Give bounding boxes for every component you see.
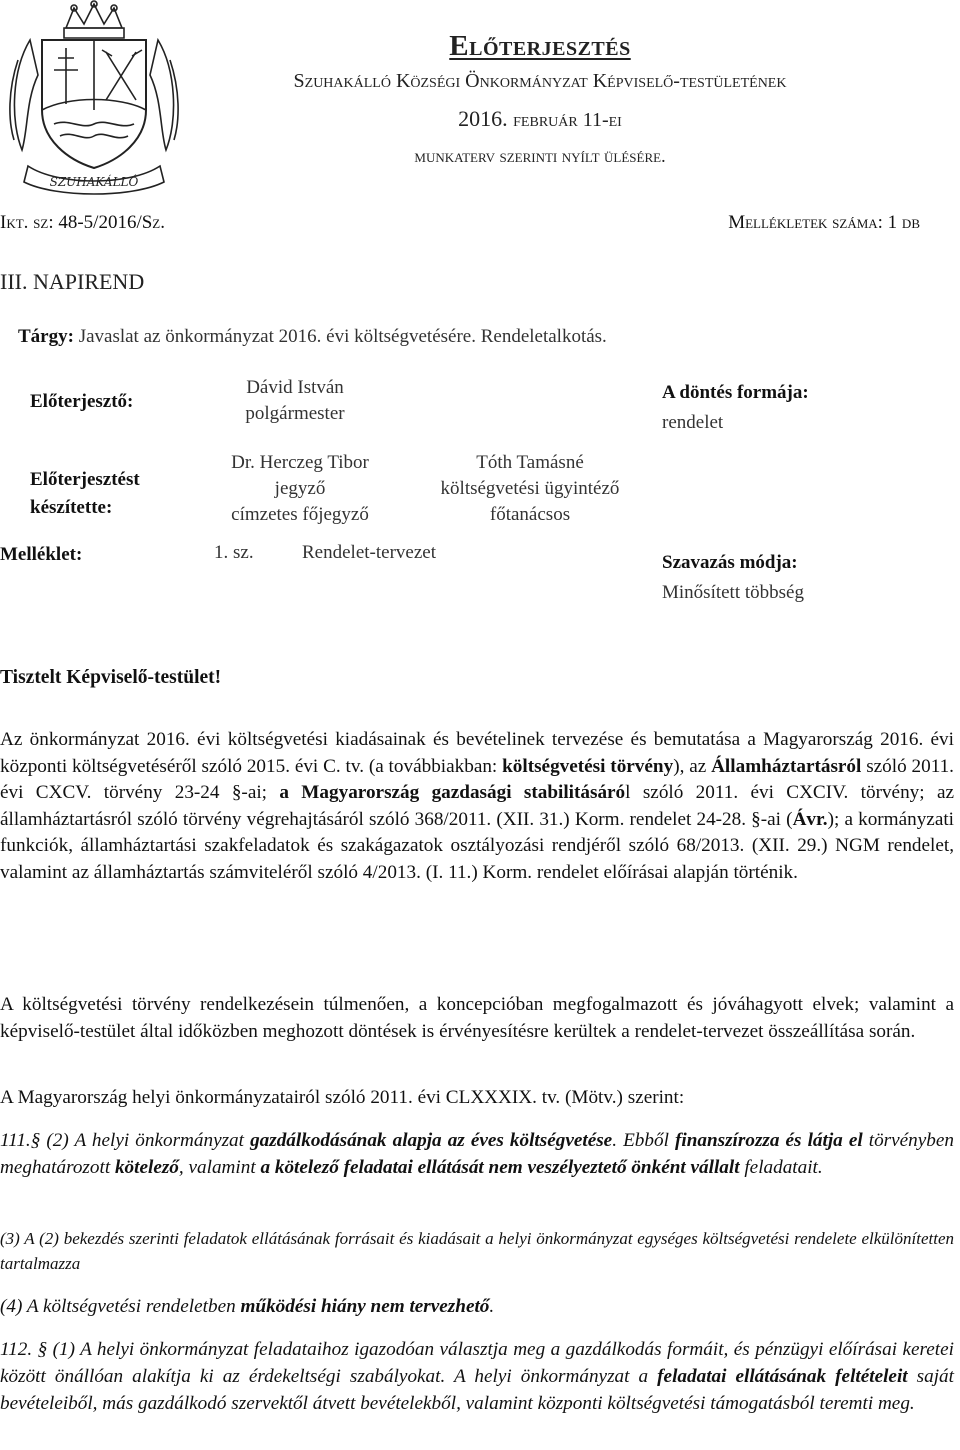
p1-bold-3: a Magyarország gazdasági stabilitásáró [279,782,626,804]
salutation: Tisztelt Képviselő-testület! [0,667,222,688]
preparer-1-role: jegyző [274,478,326,499]
attachment-number: 1. sz. [214,542,254,563]
p1-bold-1: költségvetési törvény [502,755,674,777]
presenter-role: polgármester [245,403,345,424]
subject-line [18,326,607,348]
attachment-count: Mellékletek száma: 1 db [728,212,920,233]
preparer-2 [405,450,655,528]
prepared-by-label-line1: Előterjesztést [30,469,140,490]
p4-bold-4: a kötelező feladatai ellátását nem veszélyeztető önként vállalt [260,1156,740,1178]
p4-text-3: törvényben meghatározott [0,1130,954,1178]
presenter-block [210,375,380,427]
p1-text-1: Az önkormányzat 2016. évi költségvetési kiadásainak és bevételinek tervezése és bemutatása a Magyarország 2016. évi központi költségvetéséről szóló 2015. évi C. tv. (a továbbiakban: [0,729,954,777]
preparer-1 [200,450,400,528]
presenter-label: Előterjesztő: [30,391,134,412]
p6-text-1: (4) A költségvetési rendeletben [0,1296,241,1317]
p4-text-4: , valamint [178,1156,261,1178]
municipal-coat-of-arms [8,0,180,196]
p4-text-5: feladatait. [739,1156,823,1178]
p7-text-1: 112. § (1) A helyi önkormányzat feladataihoz igazodóan választja meg a gazdálkodás formáit, és pénzügyi előírásai keretei között önállóan alakítja ki az érdekeltségi szabályokat. A helyi önkormányzat a [0,1339,954,1387]
p7-text-2: saját bevételeiből, más gazdálkodó szervektől átvett bevételekből, valamint központi költségvetési támogatásból teremti meg. [0,1366,954,1414]
header-date [200,106,880,132]
registration-number: Ikt. sz: 48-5/2016/Sz. [0,212,165,233]
svg-text:SZUHAKÁLLÓ: SZUHAKÁLLÓ [49,175,139,189]
subject-text: Javaslat az önkormányzat 2016. évi költségvetésére. Rendeletalkotás. [78,326,607,347]
voting-block [662,548,804,608]
paragraph-motv-111-4 [0,1294,954,1321]
decision-form-value: rendelet [662,412,724,433]
paragraph-motv-111-3: (3) A (2) bekezdés szerinti feladatok ellátásának forrásait és kiadásait a helyi önkormányzat egységes költségvetési rendelete elkülönítetten tartalmazza [0,1229,954,1273]
header-date-day: február 11-ei [513,109,622,131]
p1-bold-2: Államháztartásról [711,755,862,777]
p1-bold-4: Ávr. [792,808,828,830]
decision-form-block [662,378,809,438]
subject-label: Tárgy: [18,326,74,347]
p4-text-2: . Ebből [612,1130,675,1151]
paragraph-motv-intro: A Magyarország helyi önkormányzatairól szóló 2011. évi CLXXXIX. tv. (Mötv.) szerint: [0,1087,685,1108]
header-date-year: 2016. [458,106,508,131]
p6-bold-1: működési hiány nem tervezhető [240,1296,490,1317]
attachment-label: Melléklet: [0,544,83,565]
header-session: munkaterv szerinti nyílt ülésére. [414,146,666,166]
header-addressee: Szuhakálló Községi Önkormányzat Képviselő-testületének [293,70,787,92]
preparer-2-name: Tóth Tamásné [476,452,584,473]
agenda-item: III. NAPIREND [0,269,145,294]
paragraph-legal-basis [0,727,954,887]
prepared-by-label [30,466,140,522]
p4-text-1: 111.§ (2) A helyi önkormányzat [0,1130,251,1151]
preparer-1-name: Dr. Herczeg Tibor [231,452,369,473]
p4-bold-2: finanszírozza és látja el [674,1130,863,1151]
p1-text-2: ), az [673,755,712,777]
p1-text-3: szóló 2011. évi CXCV. törvény 23-24 §-ai; [0,755,954,804]
paragraph-motv-112-1 [0,1336,954,1417]
preparer-1-title: címzetes főjegyző [231,504,369,525]
p6-text-2: . [489,1296,495,1317]
preparer-2-title: főtanácsos [489,504,571,525]
p4-bold-1: gazdálkodásának alapja az éves költségvetése [250,1130,613,1151]
paragraph-motv-111-2 [0,1128,954,1181]
voting-value: Minősített többség [662,582,804,603]
preparer-2-role: költségvetési ügyintéző [440,478,620,499]
prepared-by-label-line2: készítette: [30,497,113,518]
p1-text-4: l szóló 2011. évi CXCIV. törvény; az államháztartásról szóló törvény végrehajtásáról szóló 368/2011. (XII. 31.) Korm. rendelet 24-28. §-ai ( [0,782,954,830]
voting-label: Szavazás módja: [662,552,798,573]
p1-text-5: ); a kormányzati funkciók, államháztartási szakfeladatok és szakágazatok osztályozási rendjéről szóló 68/2013. (XII. 29.) NGM rendelet, valamint az államháztartás számviteléről szóló 4/2013. (I. 11.) Korm. rendelet előírásai alapján történik. [0,808,955,883]
document-title: Előterjesztés [449,30,631,62]
decision-form-label: A döntés formája: [662,382,809,403]
p7-bold-1: feladatai ellátásának feltételeit [657,1366,908,1387]
presenter-name: Dávid István [246,377,344,398]
paragraph-concept: A költségvetési törvény rendelkezésein túlmenően, a koncepcióban megfogalmazott és jóváhagyott elvek; valamint a képviselő-testület által időközben meghozott döntések is érvényesítésre kerültek a rendelet-tervezet összeállítása során. [0,994,954,1042]
attachment-name: Rendelet-tervezet [302,542,436,563]
p4-bold-3: kötelező [114,1156,179,1178]
